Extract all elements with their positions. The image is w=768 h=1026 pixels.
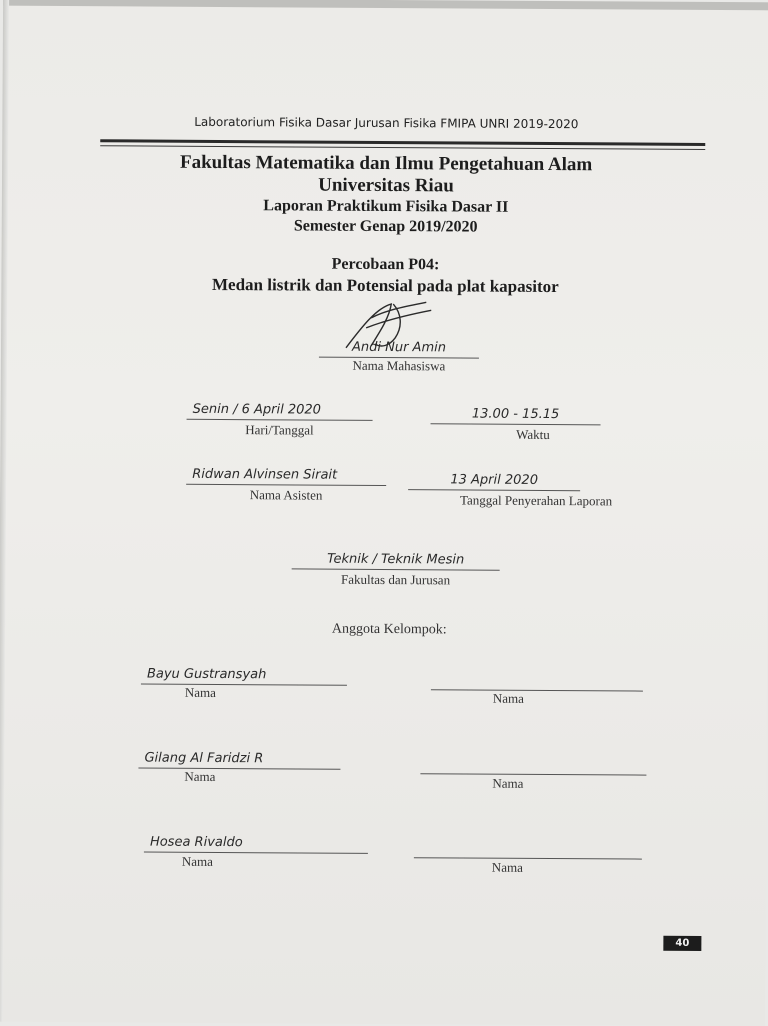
report-title: Laporan Praktikum Fisika Dasar II — [263, 197, 509, 216]
member-4-field — [420, 752, 646, 775]
member-6-line — [414, 857, 642, 859]
member-5-line — [144, 852, 368, 854]
member-3-field — [138, 747, 340, 770]
member-5-field — [144, 831, 368, 854]
member-3-value: Gilang Al Faridzi R — [144, 750, 264, 767]
submission-field — [408, 468, 580, 491]
member-2-label: Nama — [492, 690, 524, 706]
submission-label: Tanggal Penyerahan Laporan — [459, 492, 613, 509]
scan-shadow — [3, 0, 768, 10]
lab-header: Laboratorium Fisika Dasar Jurusan Fisika FMIPA UNRI 2019-2020 — [194, 114, 579, 132]
day-date-label: Hari/Tanggal — [245, 422, 314, 438]
member-3-label: Nama — [184, 768, 216, 784]
member-4-line — [420, 773, 646, 775]
submission-value: 13 April 2020 — [450, 472, 539, 488]
faculty-line — [292, 568, 500, 570]
member-1-label: Nama — [184, 684, 216, 700]
university-title: Universitas Riau — [318, 174, 454, 197]
member-4-value — [420, 771, 646, 772]
day-date-field — [187, 398, 373, 421]
member-1-value: Bayu Gustransyah — [146, 666, 267, 683]
faculty-field — [292, 547, 500, 570]
student-name-field — [319, 336, 479, 359]
student-name-value: Andi Nur Amin — [351, 339, 447, 356]
header-rule-thin — [100, 145, 705, 150]
time-value: 13.00 - 15.15 — [471, 406, 560, 423]
member-5-value: Hosea Rivaldo — [149, 834, 243, 851]
semester-title: Semester Genap 2019/2020 — [293, 217, 478, 236]
member-6-value — [414, 855, 642, 856]
assistant-line — [186, 484, 386, 486]
member-4-label: Nama — [492, 775, 524, 791]
assistant-label: Nama Asisten — [249, 487, 323, 503]
submission-line — [408, 489, 580, 491]
time-field — [431, 402, 601, 425]
assistant-field — [186, 463, 386, 486]
member-6-label: Nama — [491, 859, 523, 875]
assistant-value: Ridwan Alvinsen Sirait — [192, 466, 338, 483]
faculty-value: Teknik / Teknik Mesin — [327, 551, 465, 568]
time-line — [431, 423, 601, 425]
day-date-value: Senin / 6 April 2020 — [192, 401, 321, 418]
day-date-line — [187, 419, 373, 421]
page-number: 40 — [663, 936, 701, 951]
experiment-code: Percobaan P04: — [331, 255, 440, 274]
member-2-line — [431, 689, 643, 691]
member-1-line — [141, 684, 347, 686]
faculty-label: Fakultas dan Jurusan — [341, 571, 451, 588]
experiment-title: Medan listrik dan Potensial pada plat kapasitor — [211, 274, 559, 297]
student-name-label: Nama Mahasiswa — [352, 357, 446, 374]
member-5-label: Nama — [181, 853, 213, 869]
time-label: Waktu — [516, 426, 550, 443]
group-heading: Anggota Kelompok: — [331, 621, 447, 638]
member-2-field — [431, 668, 643, 691]
faculty-title: Fakultas Matematika dan Ilmu Pengetahuan Alam — [179, 151, 593, 176]
member-3-line — [138, 768, 340, 770]
member-1-field — [141, 663, 347, 686]
member-6-field — [414, 836, 642, 859]
member-2-value — [431, 687, 643, 688]
